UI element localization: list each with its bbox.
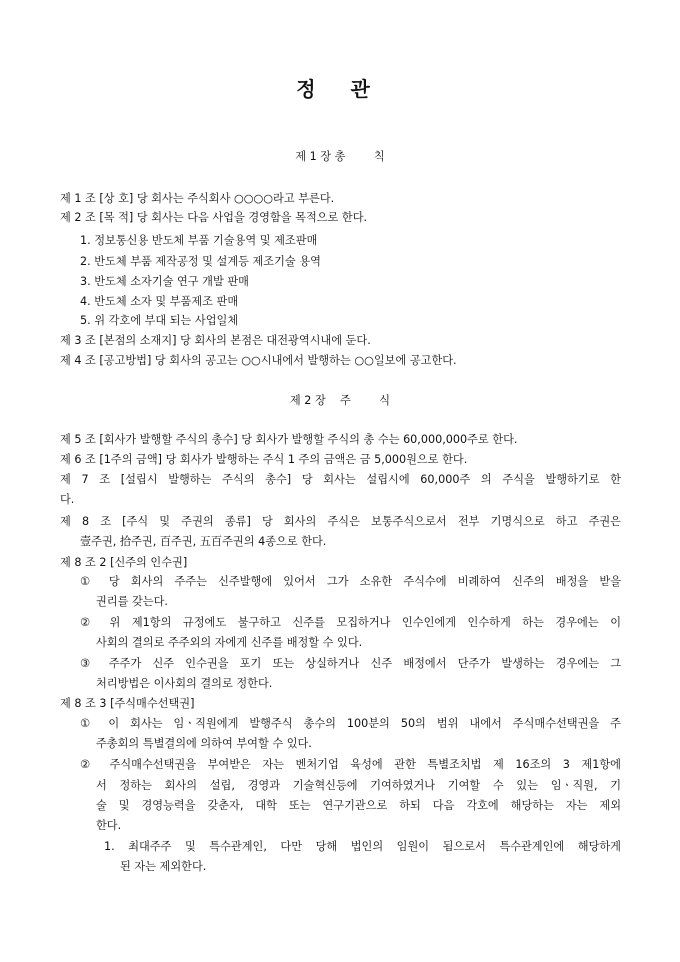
article-4: 제 4 조 [공고방법] 당 회사의 공고는 ○○시내에서 발행하는 ○○일보에 공고한다. bbox=[60, 354, 457, 367]
chapter-1-heading: 제 1 장 총 칙 bbox=[295, 150, 385, 163]
article-8-3-para-1-line-1: ① 이 회사는 임ㆍ직원에게 발행주식 총수의 100분의 50의 범위 내에서 주식매수선택권을 주 bbox=[80, 717, 621, 730]
article-7-line-1: 제 7 조 [설립시 발행하는 주식의 총수] 당 회사는 설립시에 60,000주 의 주식을 발행하기로 한 bbox=[60, 473, 621, 486]
article-2: 제 2 조 [목 적] 당 회사는 다음 사업을 경영함을 목적으로 한다. bbox=[60, 211, 368, 224]
article-8-line-1: 제 8 조 [주식 및 주권의 종류] 당 회사의 주식은 보통주식으로서 전부 기명식으로 하고 주권은 bbox=[60, 515, 621, 528]
article-8-2-para-3-line-1: ③ 주주가 신주 인수권을 포기 또는 상실하거나 신주 배정에서 단주가 발생하는 경우에는 그 bbox=[80, 657, 621, 670]
article-3: 제 3 조 [본점의 소재지] 당 회사의 본점은 대전광역시내에 둔다. bbox=[60, 334, 371, 347]
article-2-item-2: 2. 반도체 부품 제작공정 및 설계등 제조기술 용역 bbox=[80, 255, 321, 268]
article-8-3-para-2-line-3: 술 및 경영능력을 갖춘자, 대학 또는 연구기관으로 하되 다음 각호에 해당하는 자는 제외 bbox=[96, 799, 621, 812]
article-6: 제 6 조 [1주의 금액] 당 회사가 발행하는 주식 1 주의 금액은 금 5,000원으로 한다. bbox=[60, 453, 468, 466]
chapter-2-heading: 제 2 장 주 식 bbox=[289, 394, 391, 407]
article-2-item-4: 4. 반도체 소자 및 부품제조 판매 bbox=[80, 295, 239, 308]
article-2-item-3: 3. 반도체 소자기술 연구 개발 판매 bbox=[80, 275, 249, 288]
article-2-item-5: 5. 위 각호에 부대 되는 사업일체 bbox=[80, 314, 239, 327]
article-8-3-para-2-line-4: 한다. bbox=[96, 819, 122, 832]
article-2-item-1: 1. 정보통신용 반도체 부품 기술용역 및 제조판매 bbox=[80, 234, 318, 247]
article-8-line-2: 壹주권, 拾주권, 百주권, 五百주권의 4종으로 한다. bbox=[80, 535, 327, 548]
article-8-3-para-1-line-2: 주총회의 특별결의에 의하여 부여할 수 있다. bbox=[96, 737, 312, 750]
article-8-3-para-2-line-2: 서 정하는 회사의 설립, 경영과 기술혁신등에 기여하였거나 기여할 수 있는 임ㆍ직원, 기 bbox=[96, 779, 621, 792]
article-8-2-para-2-line-2: 사회의 결의로 주주외의 자에게 신주를 배정할 수 있다. bbox=[96, 636, 363, 649]
article-5: 제 5 조 [회사가 발행할 주식의 총수] 당 회사가 발행할 주식의 총 수는 60,000,000주로 한다. bbox=[60, 433, 518, 446]
article-8-3-item-1-line-2: 된 자는 제외한다. bbox=[120, 860, 207, 873]
article-7-line-2: 다. bbox=[60, 493, 75, 506]
article-8-3-item-1-line-1: 1. 최대주주 및 특수관계인, 다만 당해 법인의 임원이 됨으로서 특수관계인에 해당하게 bbox=[104, 840, 621, 853]
article-1: 제 1 조 [상 호] 당 회사는 주식회사 ○○○○라고 부른다. bbox=[60, 192, 335, 205]
article-8-3-para-2-line-1: ② 주식매수선택권을 부여받은 자는 벤처기업 육성에 관한 특별조치법 제 16조의 3 제1항에 bbox=[80, 758, 621, 771]
document-title: 정 관 bbox=[296, 77, 384, 101]
article-8-2-para-1-line-2: 권리를 갖는다. bbox=[96, 595, 168, 608]
article-8-2-para-1-line-1: ① 당 회사의 주주는 신주발행에 있어서 그가 소유한 주식수에 비례하여 신주의 배정을 받을 bbox=[80, 575, 621, 588]
article-8-3-heading: 제 8 조 3 [주식매수선택권] bbox=[60, 697, 195, 710]
article-8-2-heading: 제 8 조 2 [신주의 인수권] bbox=[60, 556, 188, 569]
article-8-2-para-3-line-2: 처리방법은 이사회의 결의로 정한다. bbox=[96, 677, 273, 690]
article-8-2-para-2-line-1: ② 위 제1항의 규정에도 불구하고 신주를 모집하거나 인수인에게 인수하게 하는 경우에는 이 bbox=[80, 616, 621, 629]
